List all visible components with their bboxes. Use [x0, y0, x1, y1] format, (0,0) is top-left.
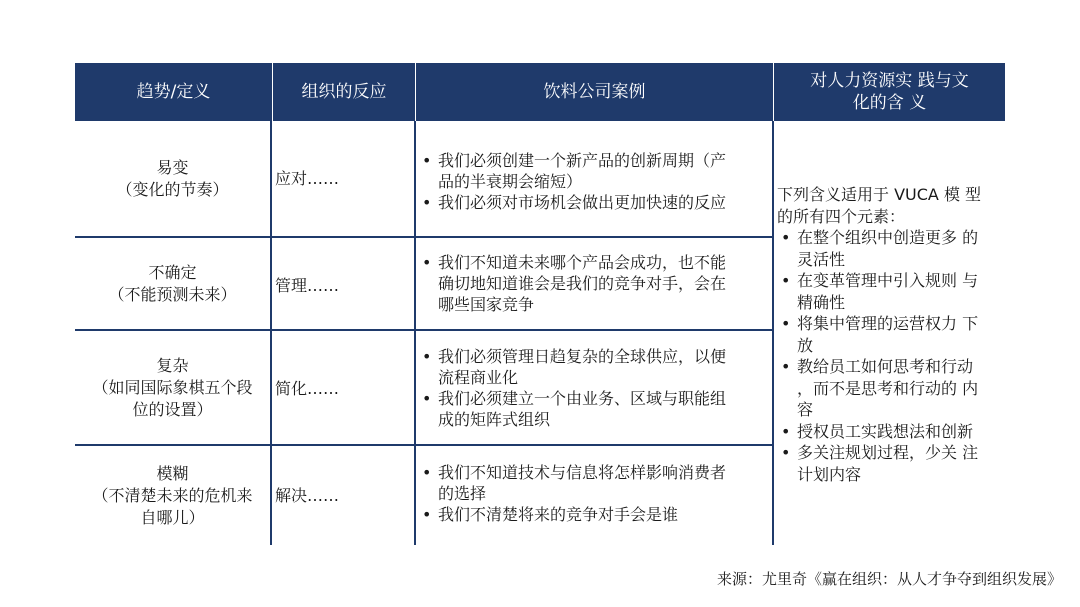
case-line: 成的矩阵式组织: [438, 410, 551, 429]
trend-line: （不能预测未来）: [108, 284, 237, 304]
trend-line: 不确定: [148, 262, 197, 282]
case-bullet: [418, 462, 774, 504]
case-line: • 我们必须对市场机会做出更加快速的反应: [438, 193, 727, 212]
response-cell: 管理……: [275, 276, 340, 295]
trend-line: 位的设置）: [132, 399, 213, 419]
trend-line: 自哪儿）: [140, 507, 205, 527]
case-bullet: [418, 252, 774, 315]
case-bullet: [418, 504, 774, 525]
column-divider: [270, 121, 272, 545]
implication-line: • 授权员工实践想法和创新: [797, 421, 974, 441]
case-cell: [418, 346, 774, 430]
case-line: • 我们必须创建一个新产品的创新周期（产: [438, 151, 727, 170]
trend-line: 复杂: [156, 355, 189, 375]
header-implication: [774, 63, 1005, 121]
case-bullet: [418, 150, 774, 192]
implication-line: • 在整个组织中创造更多 的: [797, 228, 979, 247]
trend-cell: [75, 331, 270, 444]
case-line: 流程商业化: [438, 368, 519, 387]
trend-line: （如同国际象棋五个段: [92, 377, 253, 397]
trend-line: 易变: [156, 157, 189, 177]
implication-intro-line: 下列含义适用于 VUCA 模 型: [777, 185, 982, 204]
implication-bullet: [777, 356, 999, 421]
case-cell: [418, 462, 774, 525]
trend-line: （不清楚未来的危机来: [92, 485, 253, 505]
case-line: 哪些国家竞争: [438, 295, 535, 314]
response-cell: 解决……: [275, 486, 340, 505]
implication-bullet: [777, 313, 999, 356]
case-bullet: [418, 388, 774, 430]
case-bullet: [418, 192, 774, 213]
implication-intro-line: 的所有四个元素：: [777, 206, 906, 226]
trend-cell: [75, 446, 270, 545]
case-line: • 我们不知道未来哪个产品会成功，也不能: [438, 253, 727, 272]
case-line: 确切地知道谁会是我们的竞争对手，会在: [438, 274, 727, 293]
implication-line: 放: [797, 335, 814, 355]
implication-bullet: [777, 227, 999, 270]
implication-line: ，而不是思考和行动的 内: [797, 378, 979, 398]
implication-line: • 将集中管理的运营权力 下: [797, 314, 979, 333]
implication-cell: [777, 184, 999, 485]
implication-bullet: [777, 421, 999, 443]
response-cell: 应对……: [275, 169, 340, 188]
case-line: • 我们不知道技术与信息将怎样影响消费者: [438, 463, 727, 482]
case-cell: [418, 150, 774, 213]
header-implication-line: 对人力资源实 践与文: [810, 71, 969, 91]
header-response: 组织的反应: [301, 82, 387, 102]
case-line: 的选择: [438, 484, 487, 503]
implication-line: • 在变革管理中引入规则 与: [797, 271, 979, 290]
implication-bullet: [777, 442, 999, 485]
implication-line: • 教给员工如何思考和行动: [797, 357, 974, 376]
implication-line: 容: [797, 400, 814, 419]
response-cell: 简化……: [275, 379, 340, 398]
trend-line: （变化的节奏）: [116, 179, 229, 199]
trend-line: 模糊: [156, 463, 189, 483]
case-line: • 我们必须管理日趋复杂的全球供应，以便: [438, 347, 727, 366]
implication-line: 灵活性: [797, 249, 846, 269]
case-line: • 我们不清楚将来的竞争对手会是谁: [438, 505, 679, 524]
case-bullet: [418, 346, 774, 388]
case-line: • 我们必须建立一个由业务、区域与职能组: [438, 389, 727, 408]
implication-bullet: [777, 270, 999, 313]
column-divider: [414, 121, 416, 545]
trend-cell: [75, 238, 270, 329]
case-cell: [418, 252, 774, 315]
implication-line: 计划内容: [797, 464, 862, 484]
header-implication-line: 化的含 义: [852, 93, 927, 113]
implication-line: 精确性: [797, 292, 846, 312]
table-header: [75, 63, 1005, 121]
trend-cell: [75, 121, 270, 236]
header-trend: 趋势/定义: [136, 82, 211, 102]
case-line: 品的半衰期会缩短）: [438, 172, 583, 191]
implication-line: • 多关注规划过程，少关 注: [797, 443, 979, 462]
source-citation: 来源：尤里奇《赢在组织：从人才争夺到组织发展》: [716, 570, 1062, 588]
header-case: 饮料公司案例: [543, 82, 646, 102]
